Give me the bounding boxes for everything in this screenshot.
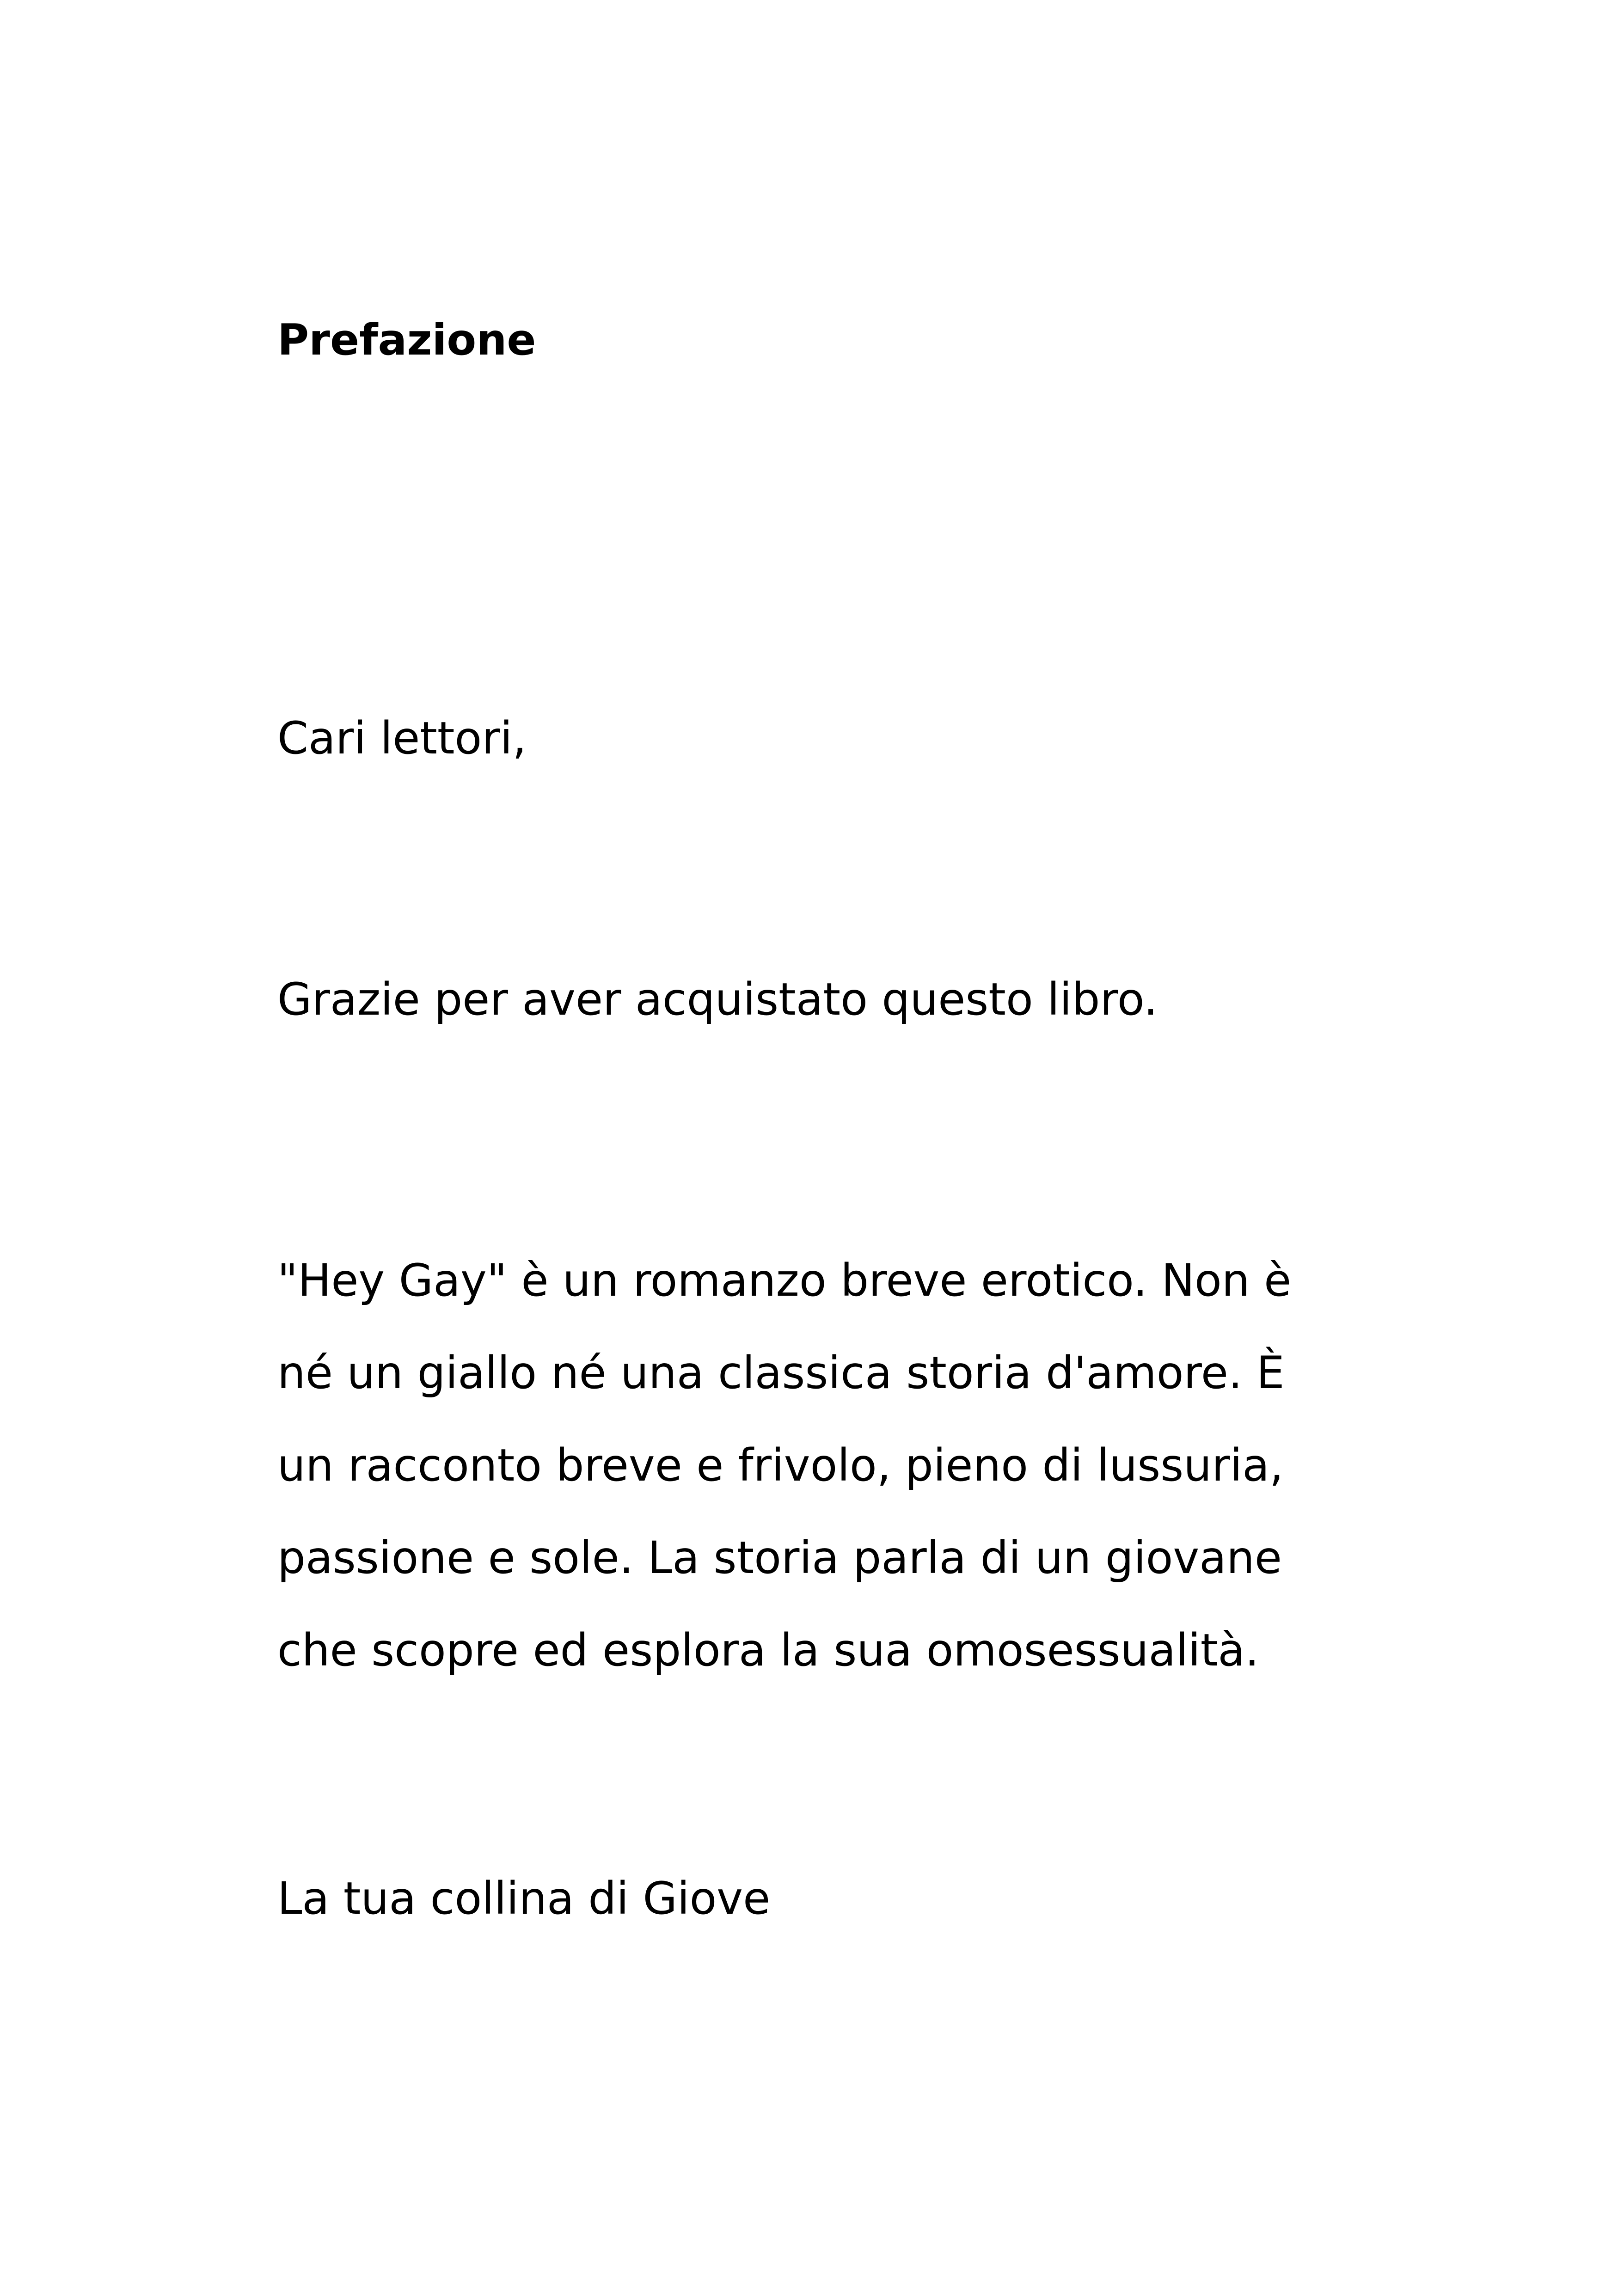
page-title: Prefazione <box>277 315 536 365</box>
paragraph-line: passione e sole. La storia parla di un giovane <box>277 1532 1282 1584</box>
paragraph-line: "Hey Gay" è un romanzo breve erotico. Non è <box>277 1255 1292 1306</box>
paragraph-line: né un giallo né una classica storia d'amore. È <box>277 1347 1285 1399</box>
signature-text: La tua collina di Giove <box>277 1873 771 1924</box>
paragraph-line: che scopre ed esplora la sua omosessualità. <box>277 1624 1259 1676</box>
thanks-text: Grazie per aver acquistato questo libro. <box>277 974 1158 1025</box>
paragraph-line: un racconto breve e frivolo, pieno di lussuria, <box>277 1439 1284 1491</box>
body-paragraph <box>277 1234 1291 1696</box>
greeting-text: Cari lettori, <box>277 712 527 764</box>
